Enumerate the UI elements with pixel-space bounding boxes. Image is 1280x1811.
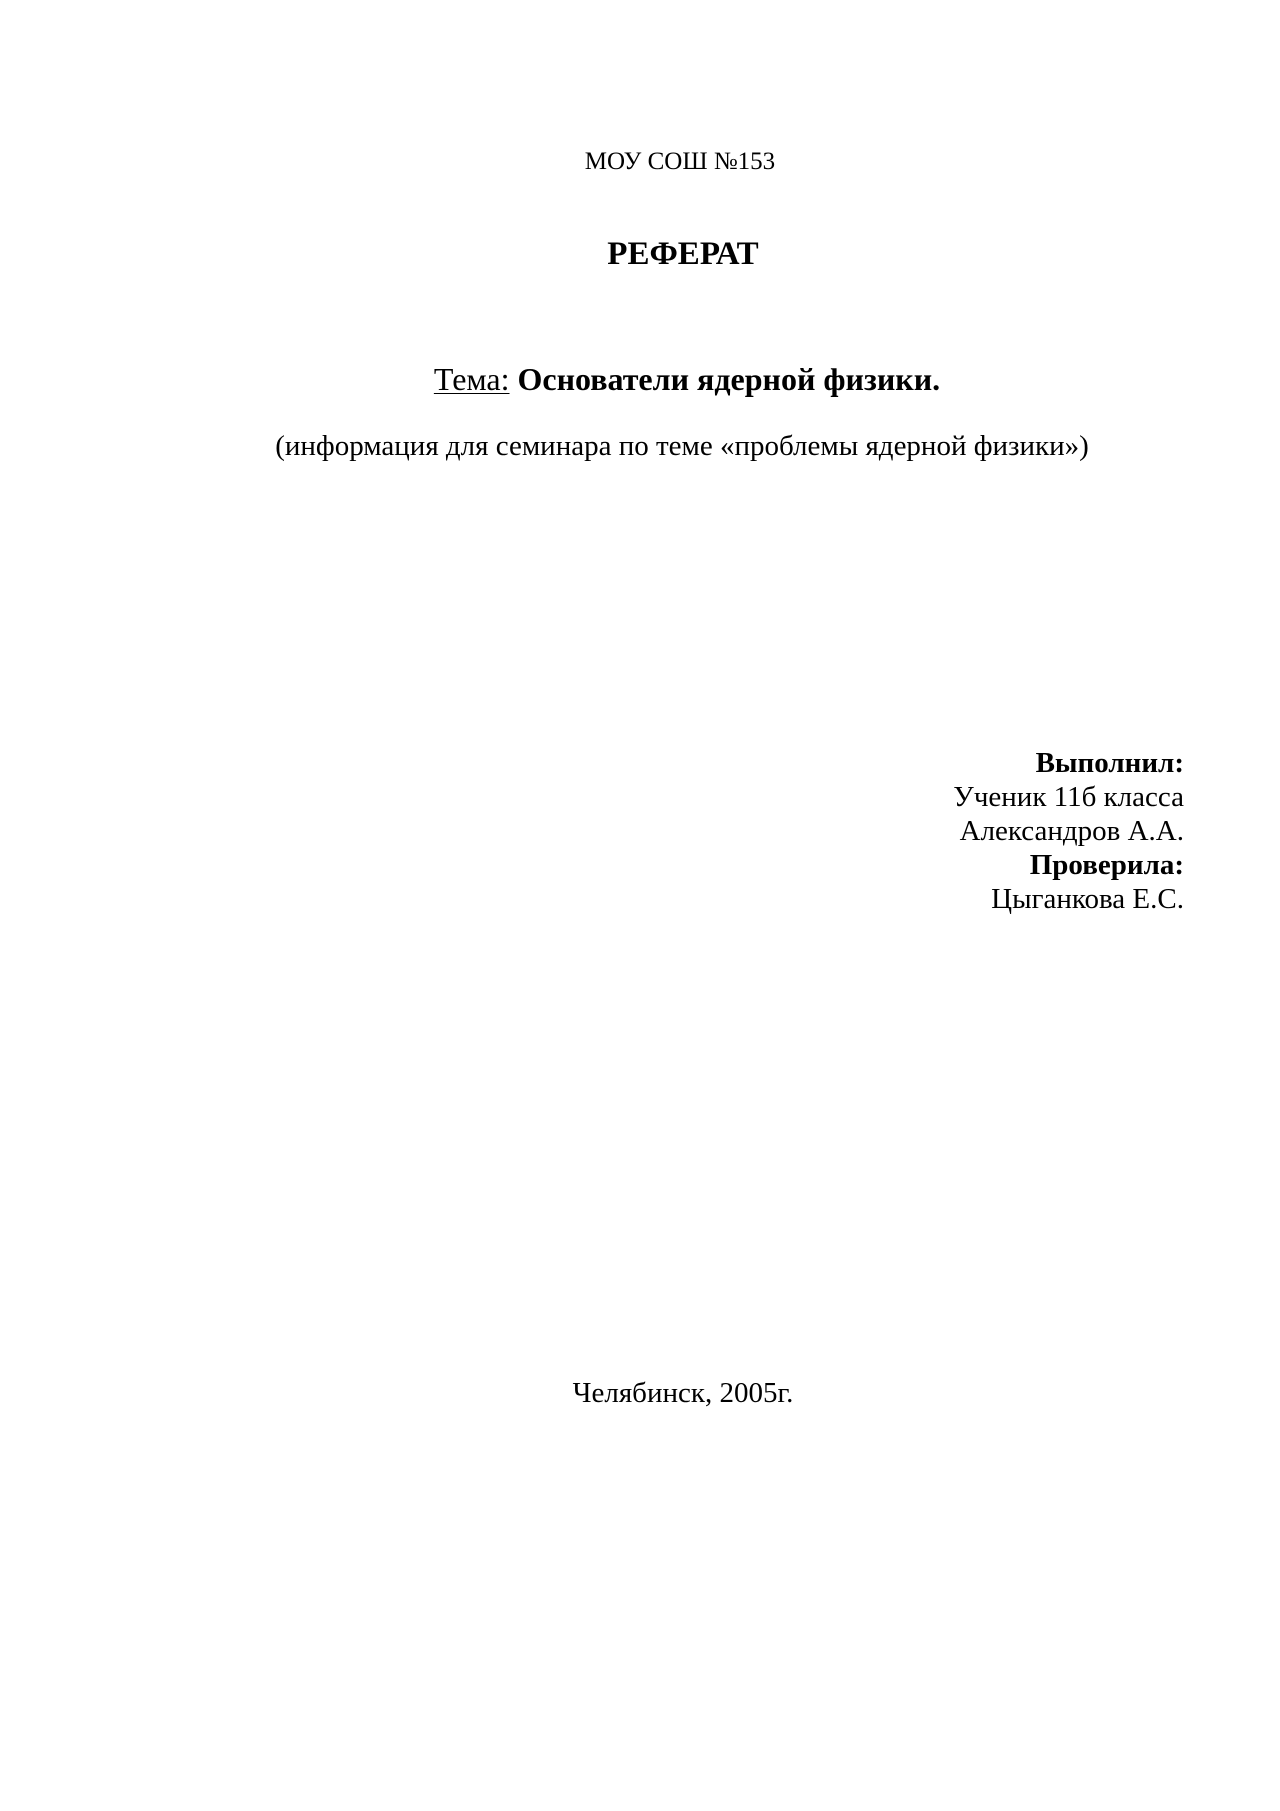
signoff-block bbox=[953, 746, 1184, 916]
topic-line bbox=[0, 359, 1280, 399]
student-name: Александров А.А. bbox=[959, 815, 1184, 847]
city-year: Челябинск, 2005г. bbox=[572, 1377, 794, 1409]
topic-label: Тема: bbox=[433, 361, 510, 397]
student-class: Ученик 11б класса bbox=[953, 781, 1184, 813]
checked-by-label: Проверила: bbox=[1029, 849, 1184, 881]
document-type-heading: РЕФЕРАТ bbox=[607, 236, 759, 272]
school-name: МОУ СОШ №153 bbox=[584, 148, 776, 175]
topic-title: Основатели ядерной физики. bbox=[517, 361, 941, 397]
topic-subtitle: (информация для семинара по теме «проблемы ядерной физики») bbox=[275, 430, 1089, 462]
teacher-name: Цыганкова Е.С. bbox=[991, 883, 1184, 915]
performed-by-label: Выполнил: bbox=[1035, 747, 1184, 779]
